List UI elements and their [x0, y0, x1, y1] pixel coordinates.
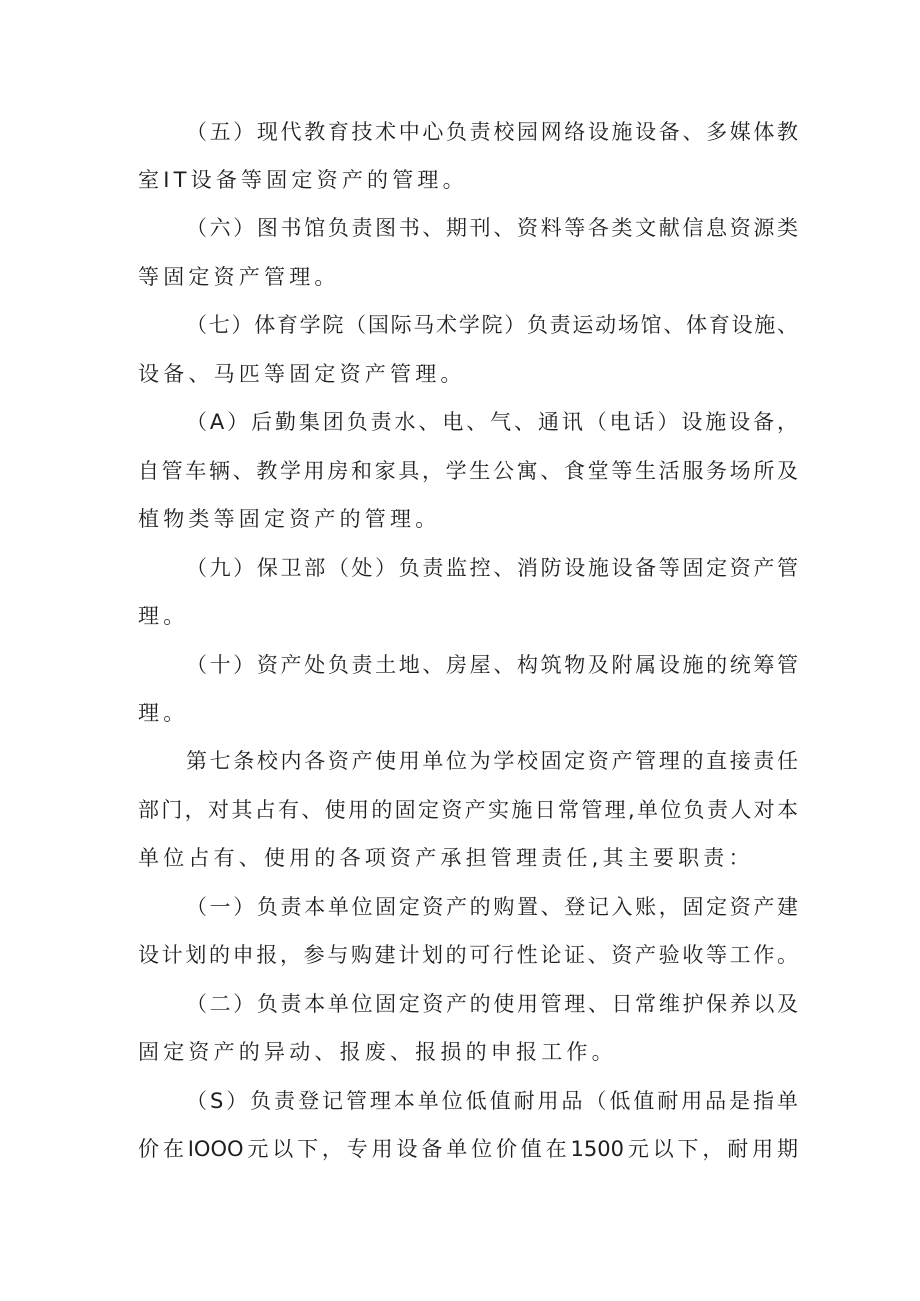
text-line: 第七条校内各资产使用单位为学校固定资产管理的直接责任 — [186, 749, 798, 773]
text-line: 室IT设备等固定资产的管理。 — [138, 168, 468, 192]
text-line: 部门，对其占有、使用的固定资产实施日常管理,单位负责人对本 — [138, 798, 798, 822]
text-line: 植物类等固定资产的管理。 — [138, 507, 441, 531]
text-line: （S）负责登记管理本单位低值耐用品（低值耐用品是指单 — [186, 1089, 798, 1113]
text-line: 自管车辆、教学用房和家具，学生公寓、食堂等生活服务场所及 — [138, 459, 798, 483]
text-line: （七）体育学院（国际马术学院）负责运动场馆、体育设施、 — [186, 313, 798, 337]
text-line: 设备、马匹等固定资产管理。 — [138, 362, 466, 386]
text-line: 等固定资产管理。 — [138, 265, 340, 289]
text-line: 理。 — [138, 604, 189, 628]
text-line: 价在IOOO元以下，专用设备单位价值在1500元以下，耐用期 — [138, 1137, 798, 1161]
text-line: （A）后勤集团负责水、电、气、通讯（电话）设施设备， — [186, 410, 798, 434]
text-line: （一）负责本单位固定资产的购置、登记入账，固定资产建 — [186, 895, 798, 919]
text-line: 固定资产的异动、报废、报损的申报工作。 — [138, 1040, 617, 1064]
text-line: 单位占有、使用的各项资产承担管理责任,其主要职责： — [138, 846, 754, 870]
text-line: （十）资产处负责土地、房屋、构筑物及附属设施的统筹管 — [186, 653, 798, 677]
text-line: （九）保卫部（处）负责监控、消防设施设备等固定资产管 — [186, 556, 798, 580]
text-line: 理。 — [138, 701, 189, 725]
text-line: 设计划的申报，参与购建计划的可行性论证、资产验收等工作。 — [138, 943, 798, 967]
text-line: （五）现代教育技术中心负责校园网络设施设备、多媒体教 — [186, 120, 798, 144]
text-line: （六）图书馆负责图书、期刊、资料等各类文献信息资源类 — [186, 216, 798, 240]
text-line: （二）负责本单位固定资产的使用管理、日常维护保养以及 — [186, 992, 798, 1016]
